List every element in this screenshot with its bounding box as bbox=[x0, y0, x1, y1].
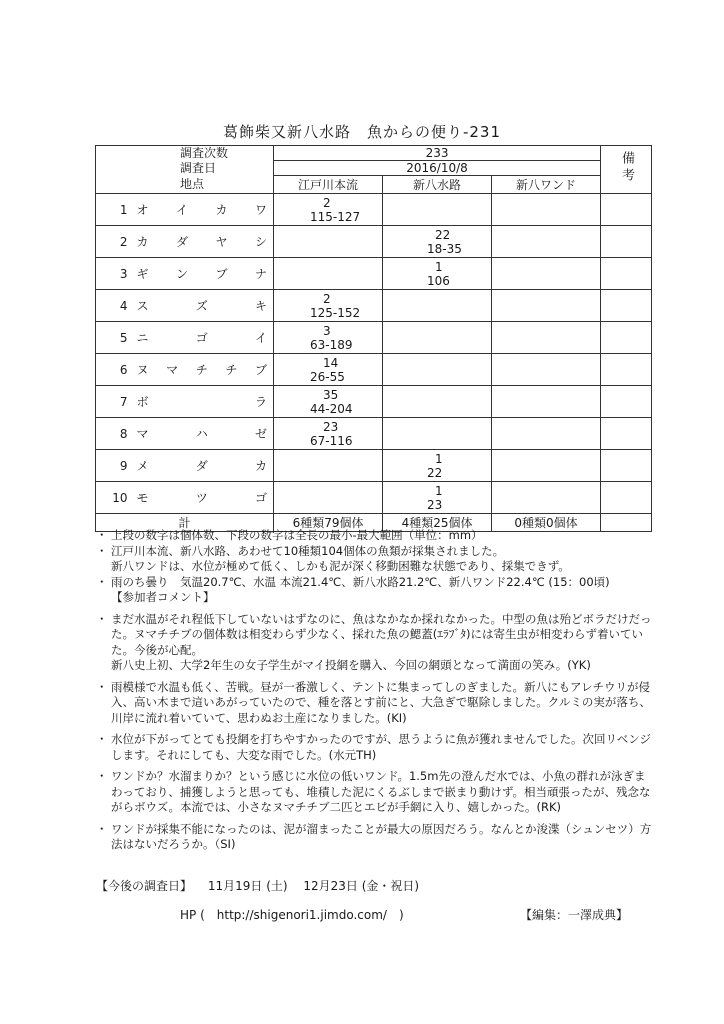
notes-cell bbox=[601, 482, 652, 514]
wando-cell bbox=[492, 322, 601, 354]
wando-cell bbox=[492, 354, 601, 386]
wando-cell bbox=[492, 386, 601, 418]
survey-date-value: 2016/10/8 bbox=[274, 161, 601, 176]
wando-cell bbox=[492, 226, 601, 258]
notes-cell bbox=[601, 386, 652, 418]
shinpachi-cell bbox=[383, 418, 492, 450]
shinpachi-cell bbox=[383, 194, 492, 226]
fish-row bbox=[96, 450, 652, 482]
location-label: 地点 bbox=[180, 177, 205, 192]
shinpachi-cell bbox=[383, 354, 492, 386]
homepage-link[interactable]: HP ( http://shigenori1.jimdo.com/ ) bbox=[180, 908, 404, 922]
fish-name: オ イ カ ワ bbox=[134, 194, 274, 226]
edo-cell bbox=[274, 226, 383, 258]
comments-heading: 【参加者コメント】 bbox=[111, 590, 215, 604]
edo-cell: 23 67-116 bbox=[274, 418, 383, 450]
edo-cell: 14 26-55 bbox=[274, 354, 383, 386]
edo-cell: 2 125-152 bbox=[274, 290, 383, 322]
wando-cell bbox=[492, 258, 601, 290]
fish-row bbox=[96, 258, 652, 290]
notes-cell bbox=[601, 258, 652, 290]
edo-cell bbox=[274, 258, 383, 290]
next-survey-dates bbox=[96, 877, 431, 894]
notes-cell bbox=[601, 322, 652, 354]
fish-row bbox=[96, 226, 652, 258]
notes-cell bbox=[601, 354, 652, 386]
site-wando: 新八ワンド bbox=[492, 176, 601, 194]
fish-name: カ ダ ヤ シ bbox=[134, 226, 274, 258]
notes-cell bbox=[601, 290, 652, 322]
row-number: 3 bbox=[96, 258, 134, 290]
edo-cell: 3 63-189 bbox=[274, 322, 383, 354]
comment-th: ・ 水位が下がってとても投網を打ちやすかったのですが、思うように魚が獲れませんでした。次回リベンジします。それにしても、大変な雨でした。(水元TH) bbox=[96, 732, 656, 763]
wando-cell bbox=[492, 194, 601, 226]
total-edo: 6種類79個体 bbox=[274, 514, 383, 532]
note-legend: ・ 上段の数字は個体数、下段の数字は全長の最小-最大範囲（単位：mm） bbox=[96, 528, 656, 544]
fish-name: マ ハ ゼ bbox=[134, 418, 274, 450]
row-number: 1 bbox=[96, 194, 134, 226]
row-number: 6 bbox=[96, 354, 134, 386]
row-number: 5 bbox=[96, 322, 134, 354]
comment-rk: ・ ワンドか？水溜まりか？という感じに水位の低いワンド。1.5m先の澄んだ水では、小魚の群れが泳ぎまわっており、捕獲しようと思っても、堆積した泥にくるぶしまで嵌まり動けず。相当頑張ったが、残念ながらボウズ。本流では、小さなヌマチチブ二匹とエビが手網に入り、嬉しかった。(RK) bbox=[96, 769, 656, 816]
shinpachi-cell bbox=[383, 386, 492, 418]
wando-cell bbox=[492, 450, 601, 482]
shinpachi-cell: 1 23 bbox=[383, 482, 492, 514]
fish-name: ス ズ キ bbox=[134, 290, 274, 322]
header-row-sites bbox=[96, 176, 652, 194]
fish-name: ヌ マ チ チ ブ bbox=[134, 354, 274, 386]
fish-row bbox=[96, 322, 652, 354]
wando-cell bbox=[492, 290, 601, 322]
fish-row bbox=[96, 418, 652, 450]
shinpachi-cell: 1 106 bbox=[383, 258, 492, 290]
total-label: 計 bbox=[96, 514, 274, 532]
fish-name: ニ ゴ イ bbox=[134, 322, 274, 354]
fish-name: ボ ラ bbox=[134, 386, 274, 418]
survey-date-label: 調査日 bbox=[180, 161, 217, 175]
fish-row bbox=[96, 194, 652, 226]
note-weather: ・ 雨のち曇り 気温20.7℃、水温 本流21.4℃、新八水路21.2℃、新八ワンド22.4℃ (15：00頃) bbox=[96, 575, 656, 591]
notes-cell bbox=[601, 450, 652, 482]
row-number: 2 bbox=[96, 226, 134, 258]
survey-table bbox=[95, 145, 652, 532]
next-survey-date-2: 12月23日 (金・祝日) bbox=[303, 879, 420, 893]
survey-count-value: 233 bbox=[274, 146, 601, 161]
document-title: 葛飾柴又新八水路 魚からの便り-231 bbox=[222, 123, 502, 141]
row-number: 4 bbox=[96, 290, 134, 322]
notes-cell bbox=[601, 194, 652, 226]
notes-cell bbox=[601, 418, 652, 450]
shinpachi-cell bbox=[383, 322, 492, 354]
shinpachi-cell: 22 18-35 bbox=[383, 226, 492, 258]
total-wando: 0種類0個体 bbox=[492, 514, 601, 532]
row-number: 10 bbox=[96, 482, 134, 514]
wando-cell bbox=[492, 418, 601, 450]
note-summary: ・ 江戸川本流、新八水路、あわせて10種類104個体の魚類が採集されました。 bbox=[96, 544, 656, 560]
row-number: 7 bbox=[96, 386, 134, 418]
total-shinpachi: 4種類25個体 bbox=[383, 514, 492, 532]
notes-section bbox=[96, 528, 656, 853]
fish-row bbox=[96, 386, 652, 418]
site-shinpachi: 新八水路 bbox=[383, 176, 492, 194]
editor-credit: 【編集：一澤成典】 bbox=[520, 908, 629, 922]
notes-column-header: 備考 bbox=[601, 146, 652, 194]
shinpachi-cell bbox=[383, 290, 492, 322]
note-wando: 新八ワンドは、水位が極めて低く、しかも泥が深く移動困難な状態であり、採集できず。 bbox=[111, 559, 570, 573]
row-number: 8 bbox=[96, 418, 134, 450]
site-edogawa: 江戸川本流 bbox=[274, 176, 383, 194]
notes-cell bbox=[601, 226, 652, 258]
shinpachi-cell: 1 22 bbox=[383, 450, 492, 482]
wando-cell bbox=[492, 482, 601, 514]
header-row-date bbox=[96, 161, 652, 176]
fish-name: ギ ン ブ ナ bbox=[134, 258, 274, 290]
comment-yk: ・ まだ水温がそれ程低下していないはずなのに、魚はなかなか採れなかった。中型の魚は殆どボラだけだった。ヌマチチブの個体数は相変わらず少なく、採れた魚の鰓蓋(ｴﾗﾌﾞﾀ)には寄生虫が相変わらず着いていた。今後が心配。 新八史上初、大学2年生の女子学生がマイ投網を購入、今回の網頭となって満面の笑み。(YK) bbox=[96, 612, 656, 674]
edo-cell: 2 115-127 bbox=[274, 194, 383, 226]
fish-name: メ ダ カ bbox=[134, 450, 274, 482]
header-row-count bbox=[96, 146, 652, 161]
next-survey-label: 【今後の調査日】 bbox=[96, 879, 193, 893]
edo-cell: 35 44-204 bbox=[274, 386, 383, 418]
survey-count-label: 調査次数 bbox=[180, 146, 229, 161]
fish-row bbox=[96, 354, 652, 386]
fish-row bbox=[96, 482, 652, 514]
next-survey-date-1: 11月19日 (土) bbox=[207, 879, 288, 893]
fish-row bbox=[96, 290, 652, 322]
row-number: 9 bbox=[96, 450, 134, 482]
comment-ki: ・ 雨模様で水温も低く、苦戦。昼が一番激しく、テントに集まってしのぎました。新八にもアレチウリが侵入、高い木まで這いあがっていたので、種を落とす前にと、大急ぎで駆除しました。クルミの実が落ち、川岸に流れ着いていて、思わぬお土産になりました。(KI) bbox=[96, 680, 656, 727]
edo-cell bbox=[274, 482, 383, 514]
edo-cell bbox=[274, 450, 383, 482]
fish-name: モ ツ ゴ bbox=[134, 482, 274, 514]
comment-si: ・ ワンドが採集不能になったのは、泥が溜まったことが最大の原因だろう。なんとか浚渫（シュンセツ）方法はないだろうか。（SI) bbox=[96, 822, 656, 853]
